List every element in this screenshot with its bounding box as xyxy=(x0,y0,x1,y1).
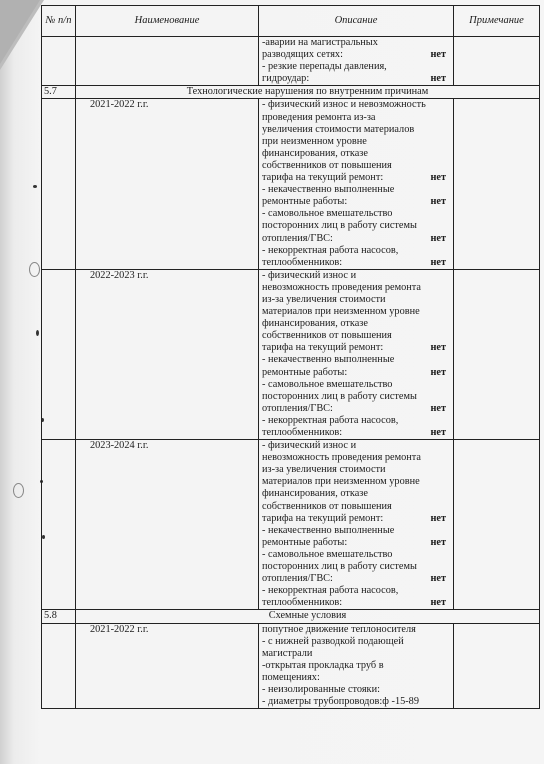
table-header-row xyxy=(42,6,540,37)
desc-text: теплообменников: xyxy=(262,597,343,609)
desc-text: отопления/ГВС: xyxy=(262,573,333,585)
desc-text: разводящих сетях: xyxy=(262,49,343,61)
desc-text: гидроудар: xyxy=(262,73,310,85)
desc-line xyxy=(262,112,450,124)
desc-line xyxy=(262,525,450,537)
cell-desc xyxy=(259,440,454,610)
desc-text: - самовольное вмешательство xyxy=(262,378,393,390)
cell-desc xyxy=(259,37,454,86)
desc-line xyxy=(262,330,450,342)
desc-value: нет xyxy=(430,342,446,354)
desc-value: нет xyxy=(430,573,446,585)
desc-value: нет xyxy=(430,232,446,244)
desc-text: -открытая прокладка труб в xyxy=(262,659,384,671)
desc-text: из-за увеличения стоимости xyxy=(262,464,386,476)
desc-line xyxy=(262,476,450,488)
desc-line xyxy=(262,513,450,525)
desc-text: посторонних лиц в работу системы xyxy=(262,220,417,232)
desc-text: отопления/ГВС: xyxy=(262,402,333,414)
cell-note xyxy=(454,623,540,709)
scan-speck xyxy=(36,330,39,336)
desc-value: нет xyxy=(430,256,446,268)
section-number: 5.8 xyxy=(42,610,76,623)
desc-line xyxy=(262,160,450,172)
desc-text: - некачественно выполненные xyxy=(262,184,395,196)
desc-line xyxy=(262,696,450,708)
desc-line xyxy=(262,367,450,379)
section-title: Технологические нарушения по внутренним причинам xyxy=(76,86,540,99)
desc-line xyxy=(262,257,450,269)
desc-text: ремонтные работы: xyxy=(262,536,348,548)
desc-text: из-за увеличения стоимости xyxy=(262,293,386,305)
desc-line xyxy=(262,427,450,439)
section-row xyxy=(42,610,540,623)
header-num: № п/п xyxy=(42,6,76,37)
desc-text: - физический износ и xyxy=(262,269,357,281)
desc-value: нет xyxy=(430,49,446,61)
cell-name xyxy=(76,37,259,86)
cell-num xyxy=(42,269,76,439)
desc-text: проведения ремонта из-за xyxy=(262,111,376,123)
cell-num xyxy=(42,623,76,709)
desc-text: теплообменников: xyxy=(262,256,343,268)
desc-text: - резкие перепады давления, xyxy=(262,61,387,73)
desc-value: нет xyxy=(430,196,446,208)
desc-line xyxy=(262,294,450,306)
desc-text: помещениях: xyxy=(262,671,320,683)
desc-text: материалов при неизменном уровне xyxy=(262,306,420,318)
desc-line xyxy=(262,636,450,648)
desc-value: нет xyxy=(430,512,446,524)
desc-text: материалов при неизменном уровне xyxy=(262,476,420,488)
desc-line xyxy=(262,245,450,257)
desc-value: нет xyxy=(430,366,446,378)
cell-desc xyxy=(259,623,454,709)
desc-line xyxy=(262,306,450,318)
desc-text: посторонних лиц в работу системы xyxy=(262,390,417,402)
desc-line xyxy=(262,452,450,464)
desc-text: при неизменном уровне xyxy=(262,135,367,147)
desc-text: тарифа на текущий ремонт: xyxy=(262,342,384,354)
desc-value: нет xyxy=(430,73,446,85)
desc-text: - некорректная работа насосов, xyxy=(262,585,399,597)
desc-line xyxy=(262,391,450,403)
desc-text: - с нижней разводкой подающей xyxy=(262,635,404,647)
desc-line xyxy=(262,318,450,330)
cell-num xyxy=(42,99,76,269)
desc-text: финансирования, отказе xyxy=(262,488,368,500)
desc-text: финансирования, отказе xyxy=(262,147,368,159)
table-row xyxy=(42,440,540,610)
cell-note xyxy=(454,269,540,439)
desc-line xyxy=(262,415,450,427)
desc-text: - некорректная работа насосов, xyxy=(262,244,399,256)
desc-text: -аварии на магистральных xyxy=(262,37,378,48)
cell-period: 2022-2023 г.г. xyxy=(76,269,259,439)
desc-text: - физический износ и xyxy=(262,440,357,452)
desc-line xyxy=(262,184,450,196)
desc-line xyxy=(262,61,450,73)
desc-line xyxy=(262,585,450,597)
desc-text: невозможность проведения ремонта xyxy=(262,452,421,464)
desc-line xyxy=(262,549,450,561)
desc-line xyxy=(262,342,450,354)
desc-text: увеличения стоимости материалов xyxy=(262,123,415,135)
cell-note xyxy=(454,37,540,86)
folded-corner-shadow xyxy=(0,0,40,64)
desc-line xyxy=(262,73,450,85)
desc-line xyxy=(262,172,450,184)
desc-line xyxy=(262,672,450,684)
desc-text: тарифа на текущий ремонт: xyxy=(262,512,384,524)
desc-text: невозможность проведения ремонта xyxy=(262,281,421,293)
desc-line xyxy=(262,684,450,696)
desc-line xyxy=(262,440,450,452)
desc-text: тарифа на текущий ремонт: xyxy=(262,172,384,184)
desc-value: нет xyxy=(430,402,446,414)
table-row xyxy=(42,623,540,709)
desc-line xyxy=(262,220,450,232)
desc-text: собственников от повышения xyxy=(262,500,392,512)
scan-speck xyxy=(33,185,37,188)
desc-line xyxy=(262,464,450,476)
section-title: Схемные условия xyxy=(76,610,540,623)
desc-text: - физический износ и невозможность xyxy=(262,99,426,111)
desc-text: - некорректная работа насосов, xyxy=(262,414,399,426)
desc-text: - некачественно выполненные xyxy=(262,354,395,366)
desc-text: собственников от повышения xyxy=(262,159,392,171)
desc-text: посторонних лиц в работу системы xyxy=(262,561,417,573)
cell-period: 2023-2024 г.г. xyxy=(76,440,259,610)
table-body xyxy=(42,37,540,709)
desc-line xyxy=(262,573,450,585)
cell-desc xyxy=(259,269,454,439)
desc-line xyxy=(262,624,450,636)
header-desc: Описание xyxy=(259,6,454,37)
desc-value: нет xyxy=(430,172,446,184)
punch-hole-mark xyxy=(13,483,24,498)
desc-value: нет xyxy=(430,427,446,438)
desc-line xyxy=(262,99,450,111)
desc-line xyxy=(262,282,450,294)
desc-line xyxy=(262,208,450,220)
desc-line xyxy=(262,379,450,391)
desc-line xyxy=(262,648,450,660)
header-note: Примечание xyxy=(454,6,540,37)
desc-line xyxy=(262,233,450,245)
cell-num xyxy=(42,440,76,610)
desc-line xyxy=(262,49,450,61)
header-name: Наименование xyxy=(76,6,259,37)
desc-text: - неизолированные стояки: xyxy=(262,683,380,695)
desc-text: финансирования, отказе xyxy=(262,318,368,330)
cell-period: 2021-2022 г.г. xyxy=(76,623,259,709)
desc-text: - диаметры трубопроводов:ф -15-89 xyxy=(262,696,419,708)
desc-text: магистрали xyxy=(262,647,313,659)
cell-note xyxy=(454,440,540,610)
desc-text: - самовольное вмешательство xyxy=(262,548,393,560)
punch-hole-mark xyxy=(29,262,40,277)
desc-line xyxy=(262,124,450,136)
desc-line xyxy=(262,597,450,609)
desc-line xyxy=(262,488,450,500)
cell-desc xyxy=(259,99,454,269)
desc-line xyxy=(262,537,450,549)
desc-text: ремонтные работы: xyxy=(262,366,348,378)
desc-text: попутное движение теплоносителя xyxy=(262,623,416,635)
cell-note xyxy=(454,99,540,269)
desc-text: - некачественно выполненные xyxy=(262,524,395,536)
desc-line xyxy=(262,270,450,282)
table-row-continued xyxy=(42,37,540,86)
desc-line xyxy=(262,148,450,160)
cell-period: 2021-2022 г.г. xyxy=(76,99,259,269)
desc-text: теплообменников: xyxy=(262,427,343,438)
desc-line xyxy=(262,660,450,672)
cell-num xyxy=(42,37,76,86)
desc-text: отопления/ГВС: xyxy=(262,232,333,244)
desc-line xyxy=(262,37,450,49)
table-row xyxy=(42,269,540,439)
section-row xyxy=(42,86,540,99)
desc-text: ремонтные работы: xyxy=(262,196,348,208)
desc-value: нет xyxy=(430,597,446,609)
table-row xyxy=(42,99,540,269)
desc-line xyxy=(262,196,450,208)
desc-text: собственников от повышения xyxy=(262,330,392,342)
desc-line xyxy=(262,561,450,573)
desc-line xyxy=(262,501,450,513)
desc-line xyxy=(262,136,450,148)
desc-line xyxy=(262,354,450,366)
desc-value: нет xyxy=(430,536,446,548)
desc-text: - самовольное вмешательство xyxy=(262,208,393,220)
desc-line xyxy=(262,403,450,415)
document-table xyxy=(41,5,540,709)
section-number: 5.7 xyxy=(42,86,76,99)
